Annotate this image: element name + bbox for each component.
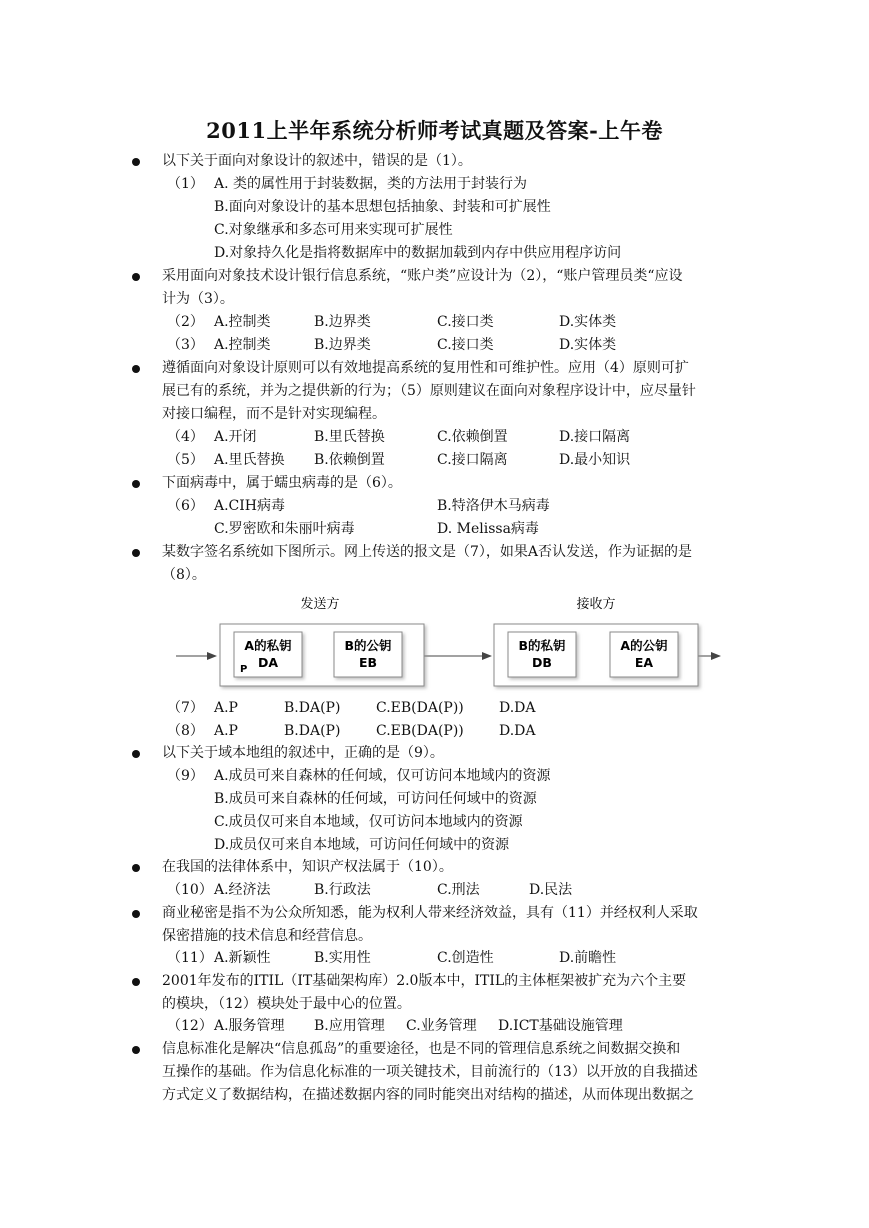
question-stem: 在我国的法律体系中，知识产权法属于（10）。: [162, 859, 453, 875]
option-c: C.接口类: [437, 314, 494, 330]
question-stem-line: 2001年发布的ITIL（IT基础架构库）2.0版本中，ITIL的主体框架被扩充为六个主要: [162, 973, 687, 989]
option-c: C.EB(DA(P)): [376, 700, 464, 716]
question-number: （10）: [167, 882, 213, 898]
option-a: A.成员可来自森林的任何域，仅可访问本地域内的资源: [214, 768, 551, 784]
question-stem-line: 对接口编程，而不是针对实现编程。: [162, 406, 386, 422]
question-stem-line: 保密措施的技术信息和经营信息。: [162, 928, 372, 944]
option-d: D.ICT基础设施管理: [498, 1018, 623, 1034]
receiver-label: 接收方: [576, 597, 616, 612]
question-stem-line: 计为（3）。: [162, 291, 234, 307]
option-b: B.成员可来自森林的任何域，可访问任何域中的资源: [214, 791, 537, 807]
option-b: B.特洛伊木马病毒: [437, 498, 550, 514]
option-c: C.EB(DA(P)): [376, 723, 464, 739]
option-d: D.最小知识: [559, 452, 631, 468]
box-a-private-title: A的私钥: [244, 638, 292, 653]
option-a: A.控制类: [214, 337, 271, 353]
page-title: 2011上半年系统分析师考试真题及答案-上午卷: [206, 118, 663, 143]
option-d: D.成员仅可来自本地域，可访问任何域中的资源: [214, 837, 510, 853]
question-number: （9）: [167, 768, 204, 784]
sender-label: 发送方: [300, 597, 340, 612]
option-c: C.创造性: [437, 950, 494, 966]
option-b: B.实用性: [314, 950, 371, 966]
option-b: B.DA(P): [284, 700, 341, 716]
question-13: [138, 1038, 738, 1107]
option-c: C.接口隔离: [437, 452, 508, 468]
box-b-public-code: EB: [358, 655, 378, 670]
question-number: （7）: [167, 700, 204, 716]
question-11: [138, 902, 738, 948]
question-12: [138, 970, 738, 1016]
option-a: A.新颖性: [214, 950, 271, 966]
option-a: A.CIH病毒: [214, 498, 286, 514]
option-d: D.对象持久化是指将数据库中的数据加载到内存中供应用程序访问: [214, 245, 622, 261]
option-a: A.P: [214, 700, 238, 716]
question-stem: 下面病毒中，属于蠕虫病毒的是（6）。: [162, 475, 402, 491]
option-d: D.实体类: [559, 337, 617, 353]
option-d: D.民法: [529, 882, 573, 898]
option-d: D. Melissa病毒: [437, 521, 539, 537]
question-number: （4）: [167, 429, 204, 445]
option-b: B.DA(P): [284, 723, 341, 739]
box-b-public-title: B的公钥: [344, 638, 392, 653]
question-stem-line: 商业秘密是指不为公众所知悉，能为权利人带来经济效益，具有（11）并经权利人采取: [162, 905, 698, 921]
bullet-icon: [132, 978, 140, 986]
question-stem: 以下关于面向对象设计的叙述中，错误的是（1）。: [162, 153, 472, 169]
question-stem-line: 采用面向对象技术设计银行信息系统，“账户类”应设计为（2），“账户管理员类“应设: [162, 268, 683, 284]
question-number: （3）: [167, 337, 204, 353]
question-stem-line: 的模块，（12）模块处于最中心的位置。: [162, 996, 411, 1012]
question-stem-line: （8）。: [162, 567, 206, 583]
question-number: （12）: [167, 1018, 213, 1034]
option-a: A.控制类: [214, 314, 271, 330]
option-d: D.DA: [499, 700, 536, 716]
question-stem-line: 某数字签名系统如下图所示。网上传送的报文是（7），如果A否认发送，作为证据的是: [162, 544, 693, 560]
box-a-public-title: A的公钥: [620, 638, 668, 653]
bullet-icon: [132, 864, 140, 872]
option-a: A.开闭: [214, 429, 257, 445]
bullet-icon: [132, 1046, 140, 1054]
question-stem-line: 信息标准化是解决“信息孤岛”的重要途径，也是不同的管理信息系统之间数据交换和: [162, 1041, 681, 1057]
question-number: （8）: [167, 723, 204, 739]
option-b: B.应用管理: [314, 1018, 385, 1034]
option-a: A.里氏替换: [214, 452, 285, 468]
question-stem-line: 互操作的基础。作为信息化标准的一项关键技术，目前流行的（13）以开放的自我描述: [162, 1064, 698, 1080]
option-b: B.面向对象设计的基本思想包括抽象、封装和可扩展性: [214, 199, 551, 215]
question-stem-line: 展已有的系统，并为之提供新的行为；（5）原则建议在面向对象程序设计中，应尽量针: [162, 383, 696, 399]
question-number: （5）: [167, 452, 204, 468]
option-a: A.P: [214, 723, 238, 739]
box-a-private-code: DA: [257, 655, 279, 670]
option-a: A.服务管理: [214, 1018, 285, 1034]
bullet-icon: [132, 750, 140, 758]
option-c: C.成员仅可来自本地域，仅可访问本地域内的资源: [214, 814, 523, 830]
option-c: C.接口类: [437, 337, 494, 353]
p-label: P: [240, 664, 248, 675]
box-b-private-code: DB: [532, 655, 552, 670]
option-d: D.实体类: [559, 314, 617, 330]
question-number: （2）: [167, 314, 204, 330]
option-b: B.边界类: [314, 314, 371, 330]
question-number: （1）: [167, 176, 204, 192]
question-stem: 以下关于域本地组的叙述中，正确的是（9）。: [162, 745, 444, 761]
option-c: C.依赖倒置: [437, 429, 508, 445]
question-number: （6）: [167, 498, 204, 514]
box-a-public-code: EA: [634, 655, 654, 670]
option-d: D.接口隔离: [559, 429, 631, 445]
question-10: [138, 856, 738, 879]
option-c: C.对象继承和多态可用来实现可扩展性: [214, 222, 453, 238]
option-b: B.里氏替换: [314, 429, 385, 445]
option-d: D.前瞻性: [559, 950, 617, 966]
option-b: B.边界类: [314, 337, 371, 353]
bullet-icon: [132, 910, 140, 918]
question-9: [138, 742, 738, 765]
option-a: A. 类的属性用于封装数据，类的方法用于封装行为: [214, 176, 528, 192]
option-c: C.业务管理: [406, 1018, 477, 1034]
question-stem-line: 遵循面向对象设计原则可以有效地提高系统的复用性和可维护性。应用（4）原则可扩: [162, 360, 689, 376]
option-b: B.依赖倒置: [314, 452, 385, 468]
question-stem-line: 方式定义了数据结构，在描述数据内容的同时能突出对结构的描述，从而体现出数据之: [162, 1087, 694, 1103]
option-b: B.行政法: [314, 882, 371, 898]
option-c: C.罗密欧和朱丽叶病毒: [214, 521, 355, 537]
box-b-private-title: B的私钥: [518, 638, 566, 653]
option-a: A.经济法: [214, 882, 271, 898]
option-d: D.DA: [499, 723, 536, 739]
question-number: （11）: [167, 950, 213, 966]
option-c: C.刑法: [437, 882, 480, 898]
